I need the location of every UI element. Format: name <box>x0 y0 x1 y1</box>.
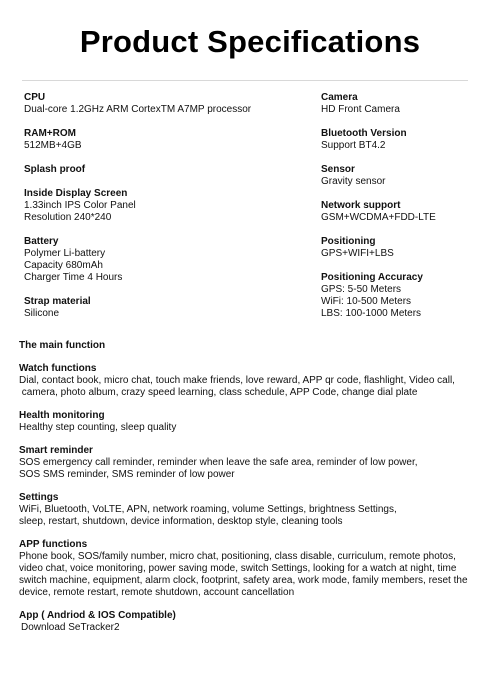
section-heading: Health monitoring <box>19 410 105 421</box>
spec-value: Capacity 680mAh <box>24 260 103 271</box>
spec-strap <box>24 296 304 320</box>
section-text: video chat, voice monitoring, power saving mode, switch Settings, looking for a watch at night, time <box>19 563 457 574</box>
section-watch-functions <box>19 363 479 399</box>
section-heading: Watch functions <box>19 363 97 374</box>
divider <box>22 80 468 81</box>
spec-label: Bluetooth Version <box>321 128 407 139</box>
spec-label: Network support <box>321 200 401 211</box>
section-text: sleep, restart, shutdown, device information, desktop style, cleaning tools <box>19 516 343 527</box>
section-text: Download SeTracker2 <box>21 622 120 633</box>
spec-label: Positioning Accuracy <box>321 272 423 283</box>
section-text: SOS emergency call reminder, reminder when leave the safe area, reminder of low power, <box>19 457 418 468</box>
spec-camera <box>321 92 491 116</box>
spec-label: Splash proof <box>24 164 86 175</box>
spec-value: Charger Time 4 Hours <box>24 272 123 283</box>
spec-label: Positioning <box>321 236 376 247</box>
section-text: WiFi, Bluetooth, VoLTE, APN, network roaming, volume Settings, brightness Settings, <box>19 504 397 515</box>
spec-value: Dual-core 1.2GHz ARM CortexTM A7MP processor <box>24 104 252 115</box>
spec-display <box>24 188 304 224</box>
spec-label: CPU <box>24 92 46 103</box>
spec-value: Support BT4.2 <box>321 140 386 151</box>
spec-splash-proof <box>24 164 304 176</box>
spec-battery <box>24 236 304 284</box>
section-text: device, remote restart, remote shutdown, account cancellation <box>19 587 295 598</box>
spec-label: Inside Display Screen <box>24 188 128 199</box>
section-text: Healthy step counting, sleep quality <box>19 422 177 433</box>
spec-sensor <box>321 164 491 188</box>
spec-label: Strap material <box>24 296 91 307</box>
section-health-monitoring <box>19 410 479 434</box>
right-spec-column <box>321 92 491 332</box>
section-heading: APP functions <box>19 539 88 550</box>
spec-value: HD Front Camera <box>321 104 400 115</box>
spec-value: GPS+WIFI+LBS <box>321 248 394 259</box>
spec-label: RAM+ROM <box>24 128 76 139</box>
spec-value: Silicone <box>24 308 60 319</box>
spec-value: Polymer Li-battery <box>24 248 106 259</box>
section-settings <box>19 492 479 528</box>
section-text: switch machine, equipment, alarm clock, footprint, safety area, work mode, family members, reset the <box>19 575 468 586</box>
spec-value: 512MB+4GB <box>24 140 82 151</box>
section-smart-reminder <box>19 445 479 481</box>
spec-label: Sensor <box>321 164 355 175</box>
section-heading: Settings <box>19 492 59 503</box>
page-title: Product Specifications <box>79 24 421 59</box>
spec-value: WiFi: 10-500 Meters <box>321 296 412 307</box>
spec-bluetooth <box>321 128 491 152</box>
spec-value: GPS: 5-50 Meters <box>321 284 402 295</box>
spec-positioning <box>321 236 491 260</box>
spec-value: Resolution 240*240 <box>24 212 112 223</box>
spec-label: Camera <box>321 92 358 103</box>
section-text: SOS SMS reminder, SMS reminder of low power <box>19 469 235 480</box>
spec-value: LBS: 100-1000 Meters <box>321 308 422 319</box>
section-text: Dial, contact book, micro chat, touch make friends, love reward, APP qr code, flashlight, Video call, <box>19 375 455 386</box>
spec-positioning-accuracy <box>321 272 491 320</box>
main-function-heading: The main function <box>19 340 106 351</box>
spec-cpu <box>24 92 304 116</box>
section-text: Phone book, SOS/family number, micro chat, positioning, class disable, curriculum, remote photos, <box>19 551 456 562</box>
spec-network <box>321 200 491 224</box>
section-app-functions <box>19 539 479 599</box>
spec-value: Gravity sensor <box>321 176 386 187</box>
spec-value: 1.33inch IPS Color Panel <box>24 200 136 211</box>
section-app-compatibility <box>19 610 479 634</box>
section-heading: App ( Andriod & IOS Compatible) <box>19 610 176 621</box>
spec-label: Battery <box>24 236 59 247</box>
section-text: camera, photo album, crazy speed learning, class schedule, APP Code, change dial plate <box>19 387 418 398</box>
spec-value: GSM+WCDMA+FDD-LTE <box>321 212 436 223</box>
left-spec-column <box>24 92 304 332</box>
function-sections <box>19 363 479 645</box>
spec-ram-rom <box>24 128 304 152</box>
section-heading: Smart reminder <box>19 445 93 456</box>
